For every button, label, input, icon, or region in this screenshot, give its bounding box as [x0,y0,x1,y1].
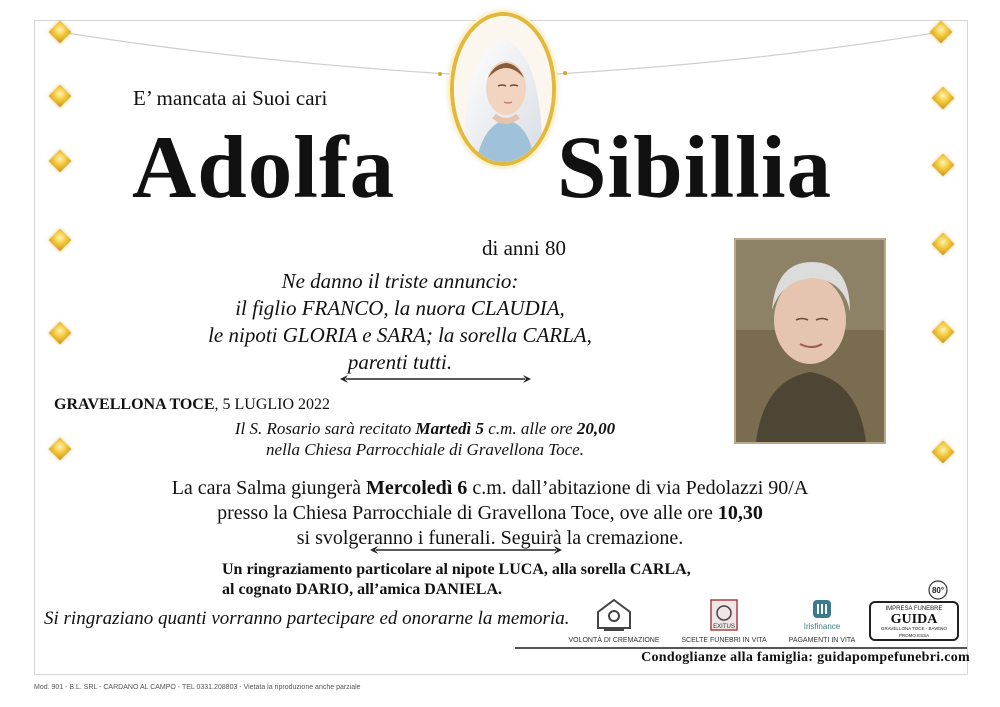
intro-text: E’ mancata ai Suoi cari [133,86,328,110]
exitus-brand: EXITUS [713,624,735,630]
rosary-line-2: nella Chiesa Parrocchiale di Gravellona Toce. [266,440,584,459]
funeral-line-3: si svolgeranno i funerali. Seguirà la cremazione. [296,527,684,549]
logo-exitus [676,598,772,644]
ornament-divider [368,545,564,555]
condolences-link[interactable]: Condoglianze alla famiglia: guidapompefunebri.com [641,650,970,665]
rosary-text: c.m. alle ore [484,419,577,438]
announcement-block [160,268,640,376]
last-name: Sibillia [557,119,833,217]
first-name: Adolfa [132,119,396,217]
funeral-line-2 [60,501,920,526]
madonna-image [450,12,556,166]
memory-text: Si ringraziano quanti vorranno partecipare ed onorarne la memoria. [44,608,570,629]
guida-name: GUIDA [890,612,938,627]
logo-caption: PAGAMENTI IN VITA [788,637,856,644]
funeral-day: Mercoledì 6 [366,477,468,499]
place-date [54,396,330,414]
funeral-time: 10,30 [717,502,763,524]
funeral-line-1 [60,476,920,501]
irisfinance-brand: Irisfinance [803,622,841,631]
logo-cremation [566,598,662,644]
logo-caption: SCELTE FUNEBRI IN VITA [681,637,767,644]
notice-date: , 5 LUGLIO 2022 [214,396,331,413]
crematorium-icon [594,598,634,632]
guida-sub: GRAVELLONA TOCE - BAVENO [881,626,947,631]
rosary-text: Il S. Rosario sarà recitato [234,419,416,438]
deceased-photo [734,238,886,444]
rosary-day: Martedì 5 [415,419,485,438]
funeral-text: presso la Chiesa Parrocchiale di Gravellona Toce, ove alle ore [217,502,718,524]
logo-irisfinance [774,598,870,644]
condolences-divider [515,647,967,649]
announcement-line: Ne danno il triste annuncio: [281,269,519,293]
announcement-line: parenti tutti. [347,350,453,374]
rosary-info [135,418,715,460]
guida-badge: 80° [931,586,945,595]
rosary-line-1 [135,418,715,439]
irisfinance-icon [802,598,842,632]
thanks-block [222,560,802,600]
ornament-divider [338,374,533,384]
exitus-icon [707,598,741,632]
guida-top: IMPRESA FUNEBRE [885,606,943,612]
footer-text: Mod. 901 - B.L. SRL - CARDANO AL CAMPO - TEL 0331.208803 - Vietata la riproduzione anche parziale [34,684,361,691]
guida-agency-logo [868,580,960,642]
funeral-text: La cara Salma giungerà [171,477,367,499]
rosary-time: 20,00 [576,419,616,438]
announcement-line: il figlio FRANCO, la nuora CLAUDIA, [235,296,565,320]
logo-caption: VOLONTÀ DI CREMAZIONE [568,637,660,644]
thanks-line: Un ringraziamento particolare al nipote LUCA, alla sorella CARLA, [222,561,691,578]
guida-tag: PROMO ESSA [898,633,930,638]
thanks-line: al cognato DARIO, all’amica DANIELA. [222,581,502,598]
age-text: di anni 80 [482,236,566,260]
funeral-text: c.m. dall’abitazione di via Pedolazzi 90/A [467,477,809,499]
place-name: GRAVELLONA TOCE [54,396,215,413]
announcement-line: le nipoti GLORIA e SARA; la sorella CARLA, [208,323,592,347]
funeral-info [60,476,920,551]
